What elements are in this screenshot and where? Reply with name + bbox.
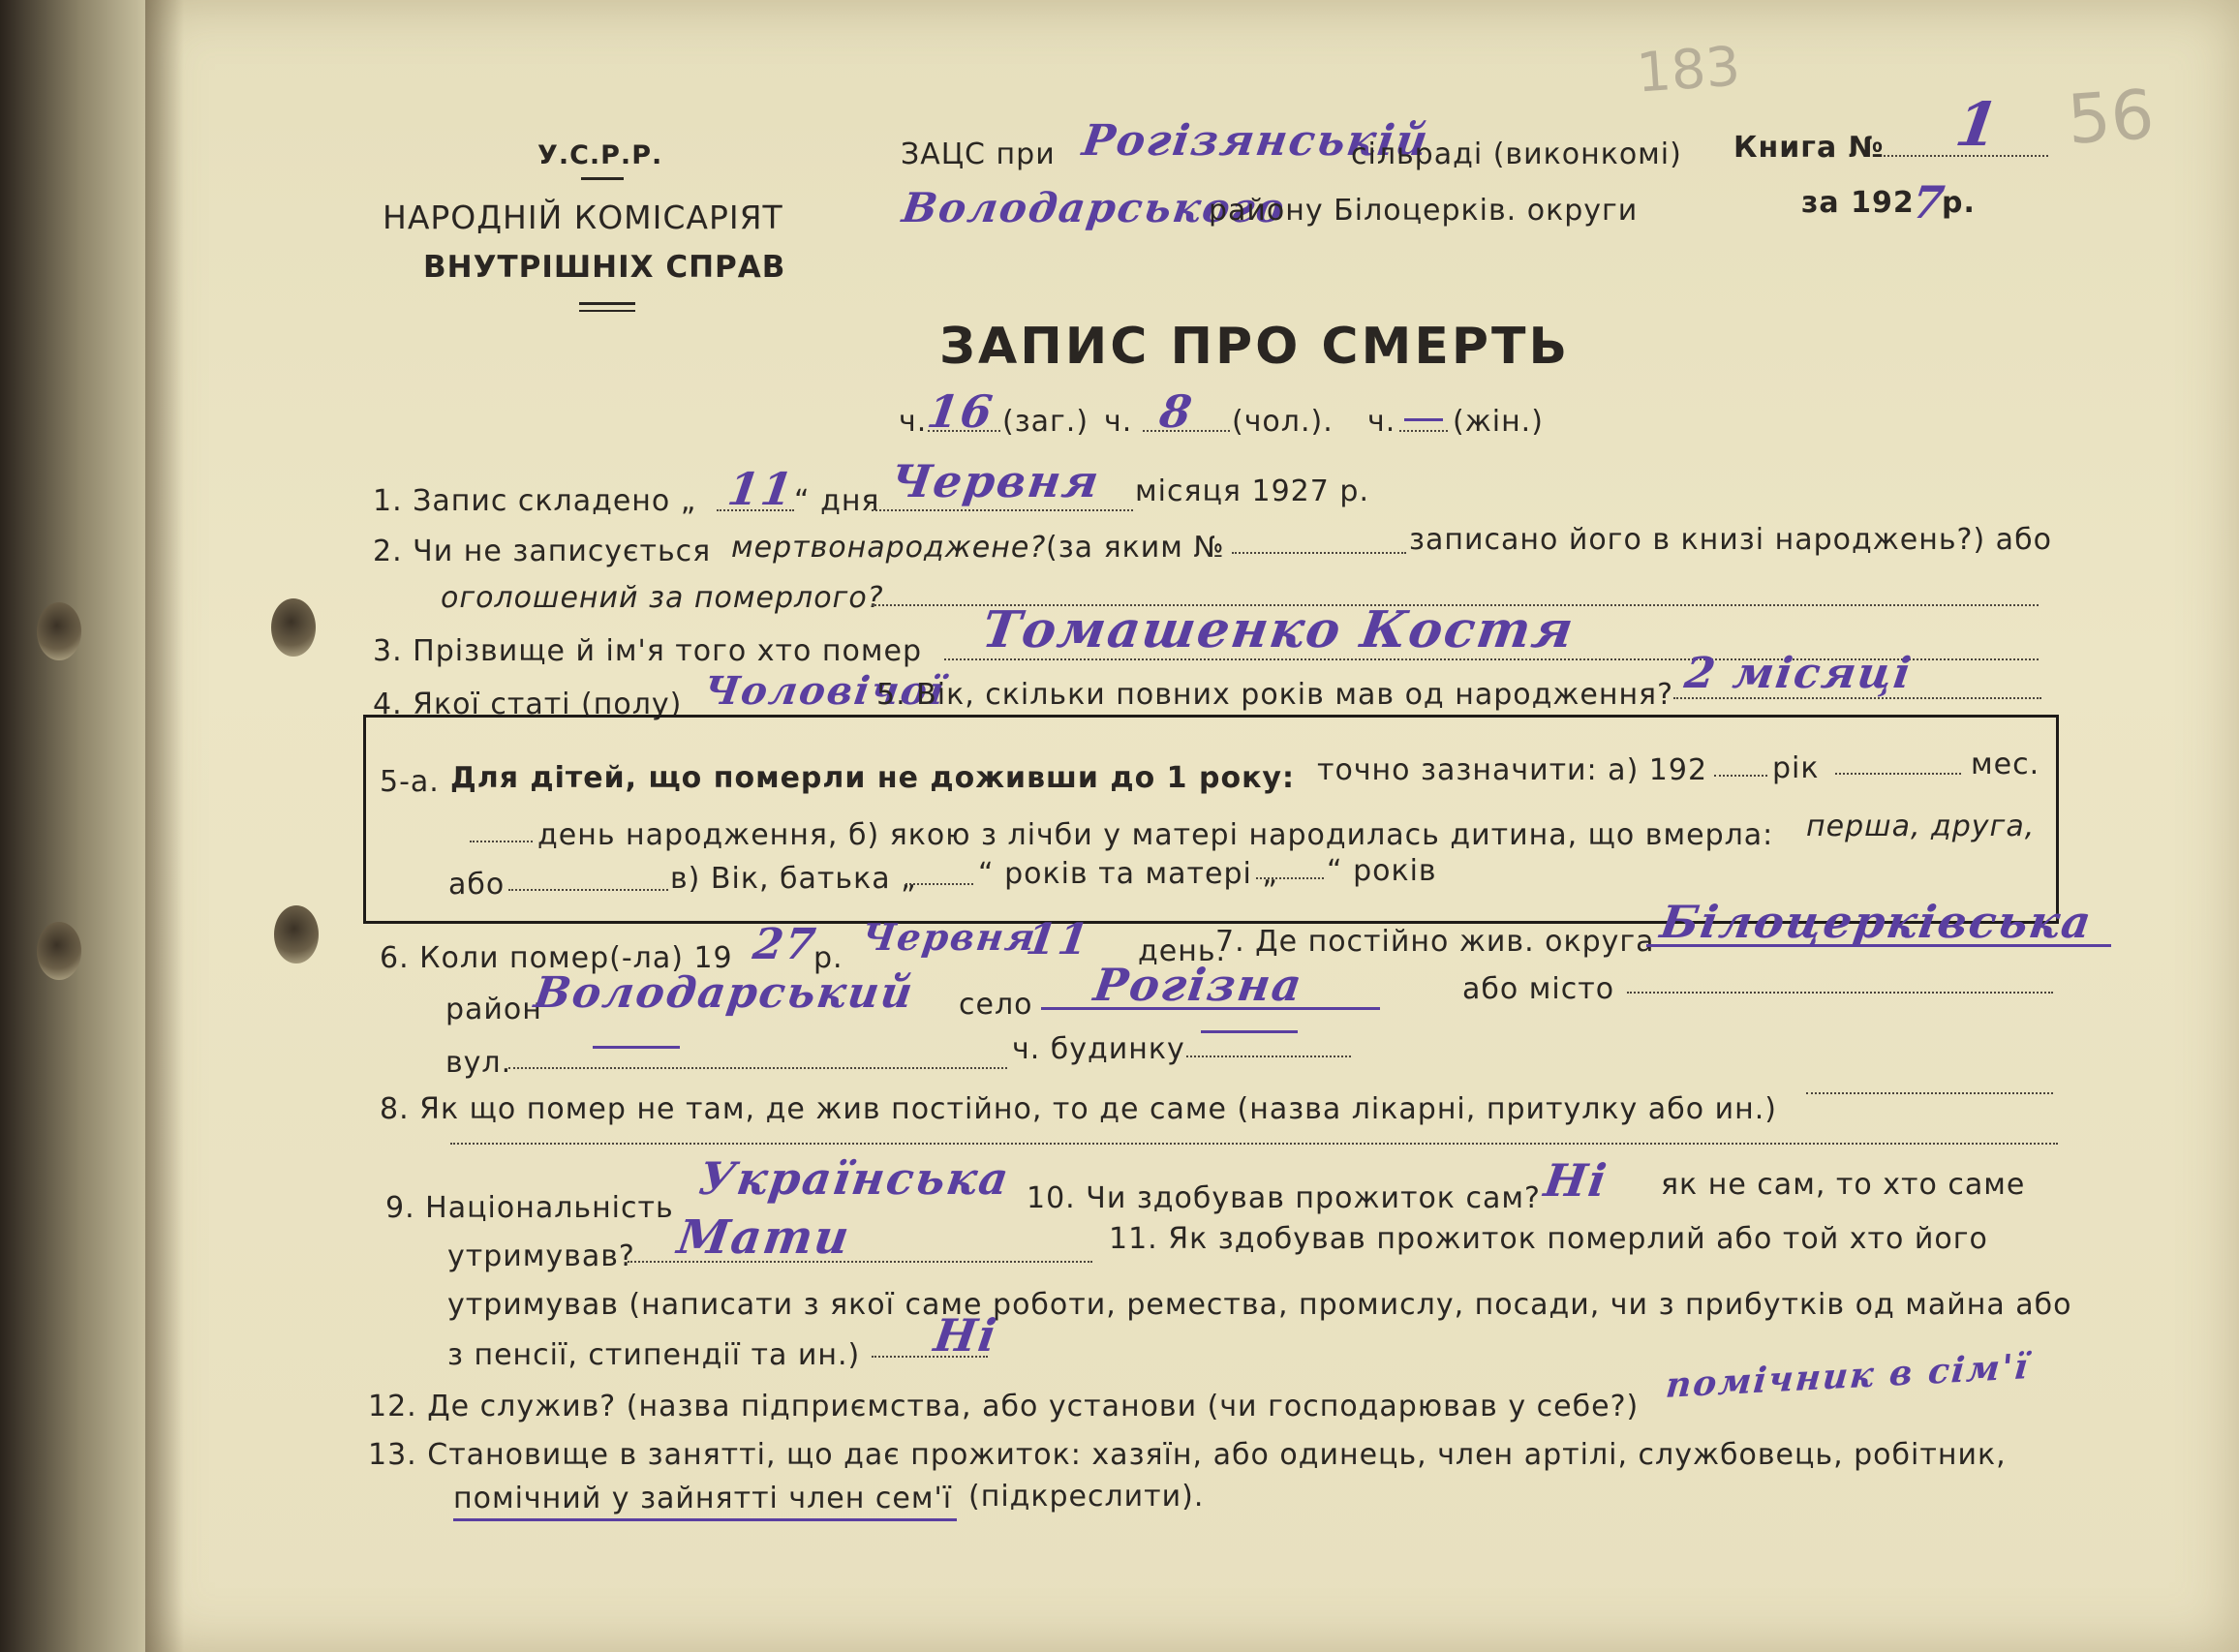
field5-label: 5. Вік, скільки повних років мав од народження?: [876, 678, 1674, 712]
field11-line3: з пенсії, стипендії та ин.): [447, 1338, 861, 1372]
field6-day-label: день.: [1138, 934, 1227, 968]
field7-street-label: вул.: [445, 1046, 512, 1080]
pencil-archive-number: 183: [1634, 35, 1743, 106]
field2-stillborn: мертвонароджене?: [731, 531, 1047, 565]
district-suffix: району Білоцерків. округи: [1209, 194, 1639, 228]
zags-prefix: ЗАЦС при: [901, 138, 1056, 171]
field5a-mother-line: [1256, 877, 1324, 879]
field8-label: 8. Як що помер не там, де жив постійно, то де саме (назва лікарні, притулку або ин.): [380, 1092, 1777, 1126]
field7-raion-handwritten: Володарський: [531, 968, 918, 1018]
field9-label: 9. Національність: [385, 1191, 674, 1225]
female-number-line: [1399, 430, 1448, 432]
field2-recorded: записано його в книзі народжень?) або: [1409, 523, 2052, 557]
male-number-handwritten: 8: [1156, 385, 1197, 438]
field4-sex-handwritten: Чоловічої: [700, 668, 949, 714]
field7-selo-label: село: [959, 988, 1033, 1022]
field5a-month-label: мес.: [1971, 748, 2040, 781]
punch-hole: [37, 922, 81, 980]
field6-day-handwritten: 11: [1023, 915, 1093, 964]
field7-okruha-handwritten: Білоцерківська: [1657, 896, 2097, 948]
field2-declared-dead: оголошений за померлого?: [441, 581, 884, 615]
field12-label: 12. Де служив? (назва підприємства, або установи (чи господарював у себе?): [368, 1390, 1640, 1423]
field11-value-handwritten: Ні: [931, 1309, 1001, 1361]
book-number-handwritten: 1: [1950, 89, 2006, 160]
field1-mid: “ дня: [794, 484, 880, 518]
field5a-year-label: рік: [1772, 751, 1820, 785]
field6-year-handwritten: 27: [750, 920, 820, 969]
field7-street-dash: [593, 1046, 680, 1049]
field13-line1: 13. Становище в занятті, що дає прожиток: хазяїн, або одинець, член артілі, службовець, робітник,: [368, 1438, 2007, 1472]
punch-hole: [274, 905, 319, 964]
header-ussr: У.С.Р.Р.: [537, 140, 663, 170]
header-rule: [581, 177, 624, 180]
female-dash: [1404, 418, 1443, 421]
punch-hole: [37, 602, 81, 660]
header-internal-affairs: ВНУТРІШНІХ СПРАВ: [423, 250, 786, 285]
field8-line: [1806, 1092, 2053, 1094]
district-handwritten: Володарського: [899, 184, 1289, 231]
left-page-edge: [0, 0, 145, 1652]
book-label: Книга №: [1733, 131, 1885, 165]
field7-house-line: [1186, 1055, 1351, 1057]
field7-misto-line: [1627, 992, 2053, 994]
field7-house-label: ч. будинку: [1012, 1032, 1185, 1066]
header-rule: [579, 310, 635, 312]
field5-line: [1673, 697, 2041, 699]
field5a-month-line: [1835, 773, 1961, 775]
binding-shadow: [145, 0, 184, 1652]
field5a-year-line: [1714, 775, 1767, 777]
field7-selo-line: [1041, 1007, 1380, 1010]
field5a-order: перша, друга,: [1806, 810, 2036, 843]
field5a-years: “ років: [1327, 854, 1437, 888]
field7-selo-handwritten: Рогізна: [1090, 959, 1307, 1011]
male-label: (чол.).: [1232, 405, 1334, 439]
punch-hole: [271, 598, 316, 657]
field10-suffix: як не сам, то хто саме: [1661, 1168, 2026, 1202]
total-number-handwritten: 16: [924, 385, 997, 438]
field4-label: 4. Якої статі (полу): [373, 688, 683, 721]
number-ch-label: ч.: [1104, 405, 1133, 439]
field5a-day-line: [470, 841, 533, 842]
field5a-heading: Для дітей, що померли не доживши до 1 року:: [450, 761, 1295, 795]
field8-line2: [450, 1143, 2058, 1145]
field7-okruha-line: [1646, 944, 2111, 947]
field7-label: 7. Де постійно жив. округа: [1215, 925, 1655, 959]
field13-underline-note: (підкреслити).: [968, 1480, 1205, 1514]
field7-street-line: [508, 1067, 1007, 1069]
field5a-birthday: день народження, б) якою з лічби у матері народилась дитина, що вмерла:: [537, 818, 1774, 852]
field10-label: 10. Чи здобував прожиток сам?: [1027, 1181, 1541, 1215]
field1-suffix: місяця 1927 р.: [1135, 474, 1369, 508]
field13-underline: [453, 1518, 957, 1521]
year-suffix: р.: [1942, 186, 1976, 220]
field5a-specify: точно зазначити: а) 192: [1317, 753, 1708, 787]
field6-month-handwritten: Червня: [858, 915, 1040, 959]
field10-supported-handwritten: Мати: [674, 1210, 854, 1265]
zags-village-handwritten: Рогізянській: [1079, 116, 1432, 166]
year-prefix: за 192: [1801, 186, 1915, 220]
field2-which-number: (за яким №: [1046, 531, 1225, 565]
field6-r: р.: [813, 941, 843, 975]
field10-value-handwritten: Ні: [1541, 1154, 1611, 1207]
field5a-or: або: [448, 868, 506, 902]
field1-month-handwritten: Червня: [887, 455, 1104, 507]
field7-raion-label: район: [445, 993, 542, 1026]
field1-month-line: [872, 509, 1133, 511]
field1-label: 1. Запис складено „: [373, 484, 697, 518]
zags-suffix: сільраді (виконкомі): [1351, 138, 1682, 171]
field6-label: 6. Коли помер(-ла) 19: [380, 941, 733, 975]
pencil-page-number: 56: [2065, 74, 2157, 161]
field5a-mother-age: “ років та матері „: [978, 857, 1278, 891]
field9-nationality-handwritten: Українська: [695, 1152, 1014, 1205]
field5a-or-line: [508, 889, 668, 891]
number-ch-label: ч.: [1367, 405, 1396, 439]
field11-line2: утримував (написати з якої саме роботи, ремества, промислу, посади, чи з прибутків од майна або: [447, 1288, 2072, 1322]
field5a-father-age: в) Вік, батька „: [670, 862, 917, 896]
field7-house-dash: [1201, 1030, 1298, 1033]
field12-value-handwritten: помічник в сім'ї: [1664, 1346, 2032, 1406]
header-commissariat: НАРОДНІЙ КОМІСАРІЯТ: [383, 199, 783, 236]
field2-number-line: [1232, 552, 1406, 554]
total-label: (заг.): [1002, 405, 1089, 439]
year-digit-handwritten: 7: [1909, 176, 1949, 229]
field5a-number: 5-а.: [380, 765, 440, 799]
field11-label: 11. Як здобував прожиток померлий або той хто його: [1109, 1222, 1988, 1256]
field3-name-handwritten: Томашенко Костя: [978, 600, 1579, 659]
header-rule: [579, 302, 635, 305]
document-title: ЗАПИС ПРО СМЕРТЬ: [939, 318, 1571, 376]
field2-label: 2. Чи не записується: [373, 535, 712, 568]
field10-supported-label: утримував?: [447, 1239, 635, 1273]
field7-misto-label: або місто: [1462, 972, 1615, 1006]
field3-label: 3. Прізвище й ім'я того хто помер: [373, 634, 923, 668]
field5a-father-line: [905, 883, 973, 885]
number-ch-label: ч.: [899, 405, 928, 439]
field13-family-helper: помічний у зайнятті член сем'ї: [453, 1482, 953, 1515]
female-label: (жін.): [1453, 405, 1544, 439]
field5-age-handwritten: 2 місяці: [1681, 649, 1916, 698]
field1-day-handwritten: 11: [724, 463, 798, 515]
